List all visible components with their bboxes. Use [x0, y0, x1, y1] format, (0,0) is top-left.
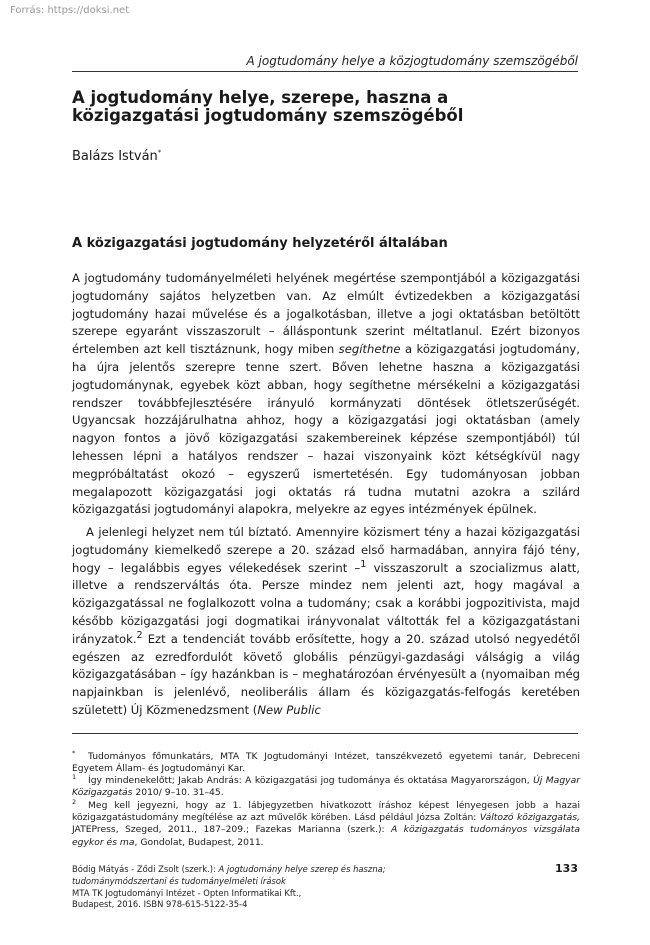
footnote-ref-2[interactable]: 2 — [136, 629, 143, 641]
body-paragraph-1: A jogtudomány tudományelméleti helyének megértése szempontjából a közigazgatási jogtudomány sajátos helyzetben van. Az elmúlt évtizedekben a közigazgatási jogtudomány hazai művelése és a jogalkotásban, illetve a jogi oktatásban betöltött szerepe egyaránt visszaszorult – álláspontunk szerint méltatlanul. Ezért bizonyos értelemben azt kell tisztáznunk, hogy miben segíthetne a közigazgatási jogtudomány, ha újra jelentős szerepre tenne szert. Bőven lehetne haszna a közigazgatási jogtudománynak, egyebek közt abban, hogy segíthetne mérsékelni a közigazgatási rendszer továbbfejlesztésére irányuló kormányzati döntések ötletszerűségét. Ugyancsak hozzájárulhatna ahhoz, hogy a közigazgatási jogi oktatásban (amely nagyon fontos a jövő közigazgatási szakembereinek képzése szempontjából) túl lehessen lépni a hatályos rendszer – hazai viszonyaink közt kétségkívül nagy megpróbáltatást okozó – egyszerű ismertetésén. Egy tudományosan jobban megalapozott közigazgatási jogi oktatás rá tudna mutatni azokra a szilárd közigazgatási jogtudományi alapokra, melyekre az egyes intézmények épülnek. — [72, 271, 580, 517]
author-name: Balázs István — [72, 149, 158, 164]
publication-info — [72, 864, 402, 911]
publication-line-2: tudománymódszertani és tudományelméleti írások — [72, 875, 286, 886]
author-line — [72, 149, 161, 164]
article-title: A jogtudomány helye, szerepe, haszna a közigazgatási jogtudomány szemszögéből — [72, 88, 464, 125]
publication-line-3: MTA TK Jogtudományi Intézet - Opten Informatikai Kft., — [72, 887, 302, 898]
page-number: 133 — [555, 862, 578, 875]
footnote-ref-1[interactable]: 1 — [360, 558, 367, 570]
author-footnote-mark[interactable]: * — [157, 148, 162, 157]
footnote-divider — [72, 733, 578, 734]
source-watermark: Forrás: https://doksi.net — [10, 5, 130, 16]
footnote-author: * Tudományos főmunkatárs, MTA TK Jogtudományi Intézet, tanszékvezető egyetemi tanár, Debreceni Egyetem Állam- és Jogtudományi Kar. — [72, 748, 580, 775]
publication-line-1: Bódig Mátyás - Ződi Zsolt (szerk.): A jogtudomány helye szerep és haszna; — [72, 864, 386, 874]
header-divider — [72, 71, 578, 72]
publication-line-4: Budapest, 2016. ISBN 978-615-5122-35-4 — [72, 899, 248, 910]
body-paragraph-2: A jelenlegi helyzet nem túl bíztató. Amennyire közismert tény a hazai közigazgatási jogtudomány kiemelkedő szerepe a 20. század első harmadában, annyira fájó tény, hogy – legalábbis egyes vélekedések szerint –$^1$ visszaszorult a szocializmus alatt, illetve a rendszerváltás óta. Persze mindez nem jelenti azt, hogy magával a közigazgatással ne foglalkozott volna a tudomány; csak a korábbi jogpozitivista, majd később közigazgatási jogi dogmatikai irányvonalat váltották fel a közigazgatástani irányzatok.$^2$ Ezt a tendenciát tovább erősítette, hogy a 20. század utolsó negyedétől egészen az ezredfordulót követő globális pénzügyi-gazdasági válságig a világ közigazgatásában – így hazánkban is – meghatározóan érvényesült a (nyomaiban még napjainkban is jelenlévő, neoliberális állam és közigazgatás-felfogás keretében született) Új Közmenedzsment (New Public — [72, 525, 580, 717]
footnote-2: $^2$ Meg kell jegyezni, hogy az 1. lábjegyzetben hivatkozott íráshoz képest lényegesen jobb a hazai közigazgatástudomány megítélése az azt művelők körében. Lásd például Józsa Zoltán: Változó közigazgatás, JATEPress, Szeged, 2011., 187–209.; Fazekas Marianna (szerk.): A közigazgatás tudományos vizsgálata egykor és ma, Gondolat, Budapest, 2011. — [72, 797, 580, 848]
footnote-1: $^1$ Így mindenekelőtt; Jakab András: A közigazgatási jog tudománya és oktatása Magyarországon, Új Magyar Közigazgatás 2010/ 9–10. 31–45. — [72, 772, 580, 799]
running-head: A jogtudomány helye a közjogtudomány szemszögéből — [246, 54, 578, 68]
section-heading: A közigazgatási jogtudomány helyzetéről általában — [72, 236, 448, 251]
